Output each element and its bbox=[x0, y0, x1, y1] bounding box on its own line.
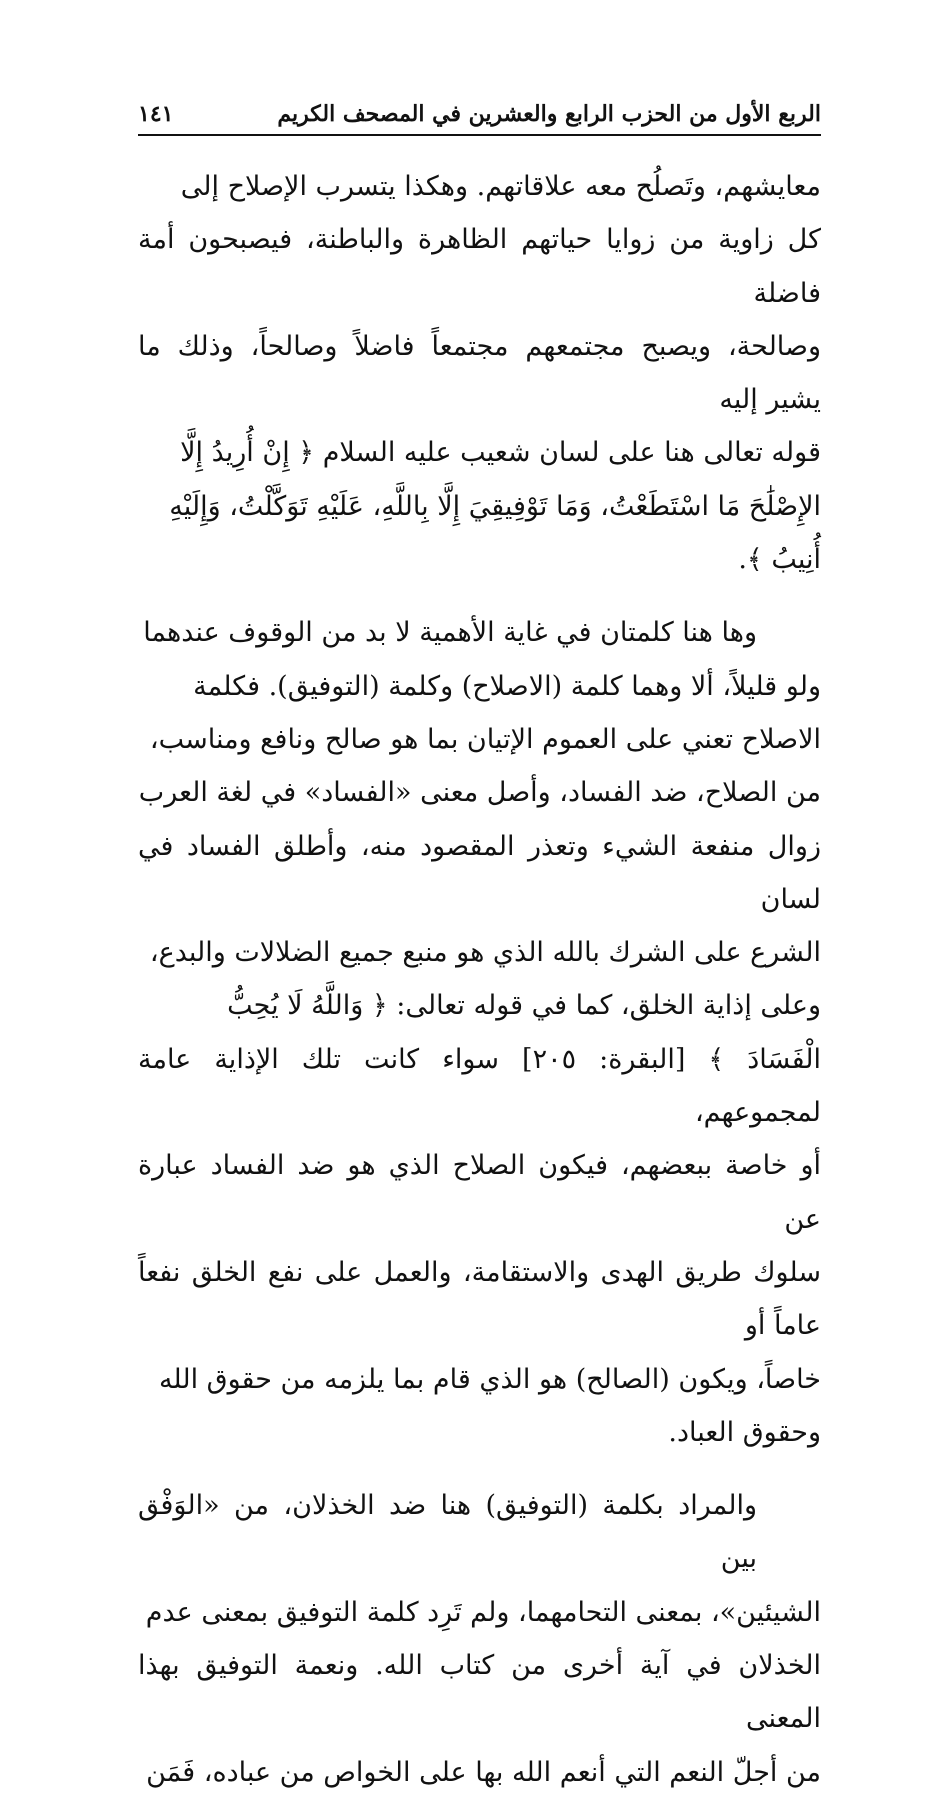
text-line: قوله تعالى هنا على لسان شعيب عليه السلام ﴿ إِنْ أُرِيدُ إِلَّا bbox=[180, 437, 821, 469]
page-number: ١٤١ bbox=[138, 101, 174, 127]
text-line: الْفَسَادَ ﴾ [البقرة: ٢٠٥] سواء كانت تلك الإذاية عامة لمجموعهم، bbox=[138, 1043, 821, 1129]
text-line: الشيئين»، بمعنى التحامهما، ولم تَرِد كلمة التوفيق بمعنى عدم bbox=[145, 1596, 821, 1628]
text-line: معايشهم، وتَصلُح معه علاقاتهم. وهكذا يتسرب الإصلاح إلى bbox=[180, 171, 821, 202]
paragraph-1 bbox=[138, 160, 821, 586]
body-text bbox=[138, 160, 821, 1799]
quran-verse-line: الإِصْلَٰحَ مَا اسْتَطَعْتُ، وَمَا تَوْفِيقِيَ إِلَّا بِاللَّهِ، عَلَيْهِ تَوَكَّلْتُ، وَإِلَيْهِ bbox=[169, 490, 821, 522]
text-line: خاصاً، ويكون (الصالح) هو الذي قام بما يلزمه من حقوق الله bbox=[158, 1363, 821, 1395]
text-line: وعلى إذاية الخلق، كما في قوله تعالى: ﴿ وَاللَّهُ لَا يُحِبُّ bbox=[227, 990, 821, 1022]
text-line: الخذلان في آية أخرى من كتاب الله. ونعمة التوفيق بهذا المعنى bbox=[138, 1650, 821, 1735]
text-line: من أجلّ النعم التي أنعم الله بها على الخواص من عباده، فَمَن bbox=[146, 1756, 821, 1788]
text-line: كل زاوية من زوايا حياتهم الظاهرة والباطنة، فيصبحون أمة فاضلة bbox=[138, 224, 821, 309]
text-line: الاصلاح تعني على العموم الإتيان بما هو صالح ونافع ومناسب، bbox=[149, 723, 821, 755]
text-line: وها هنا كلمتان في غاية الأهمية لا بد من الوقوف عندهما bbox=[143, 617, 757, 649]
text-line: والمراد بكلمة (التوفيق) هنا ضد الخذلان، من «الوَفْق بين bbox=[138, 1490, 757, 1575]
text-line: الشرع على الشرك بالله الذي هو منبع جميع الضلالات والبدع، bbox=[149, 937, 821, 969]
paragraph-2 bbox=[138, 606, 821, 1459]
running-header bbox=[138, 96, 821, 132]
text-line: أو خاصة ببعضهم، فيكون الصلاح الذي هو ضد الفساد عبارة عن bbox=[138, 1150, 821, 1235]
quran-verse-line: أُنِيبُ ﴾. bbox=[738, 544, 821, 576]
header-divider bbox=[138, 134, 821, 136]
text-line: وصالحة، ويصبح مجتمعهم مجتمعاً فاضلاً وصالحاً، وذلك ما يشير إليه bbox=[138, 330, 821, 416]
paragraph-3 bbox=[138, 1479, 821, 1799]
text-line: ولو قليلاً، ألا وهما كلمة (الاصلاح) وكلمة (التوفيق). فكلمة bbox=[193, 670, 821, 702]
text-line: سلوك طريق الهدى والاستقامة، والعمل على نفع الخلق نفعاً عاماً أو bbox=[138, 1256, 821, 1342]
running-header-title: الربع الأول من الحزب الرابع والعشرين في المصحف الكريم bbox=[277, 101, 821, 127]
text-line: وحقوق العباد. bbox=[668, 1416, 821, 1448]
text-line: زوال منفعة الشيء وتعذر المقصود منه، وأطلق الفساد في لسان bbox=[138, 830, 821, 915]
text-line: من الصلاح، ضد الفساد، وأصل معنى «الفساد» في لغة العرب bbox=[138, 777, 821, 809]
